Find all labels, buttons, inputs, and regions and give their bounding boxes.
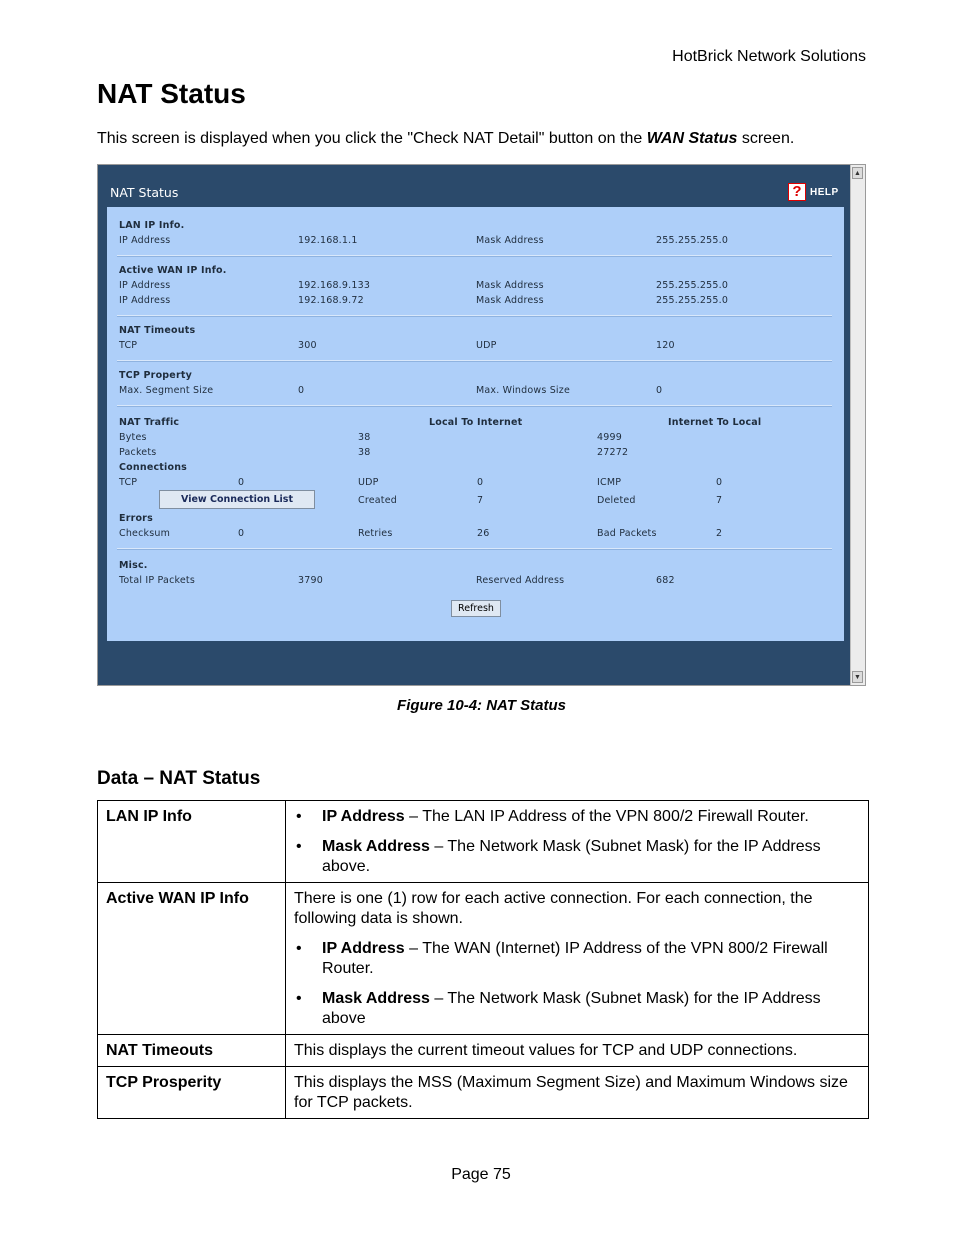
- connections-heading: Connections: [119, 462, 188, 473]
- divider: [117, 405, 832, 407]
- table-row: [98, 1067, 869, 1119]
- divider: [117, 548, 832, 550]
- wan-ip-label: IP Address: [119, 295, 171, 306]
- intro-text-after: screen.: [737, 130, 795, 147]
- divider: [117, 255, 832, 257]
- vertical-scrollbar[interactable]: [850, 165, 865, 685]
- help-button[interactable]: [788, 183, 840, 203]
- mws-label: Max. Windows Size: [476, 385, 571, 396]
- wan-mask-value: 255.255.255.0: [656, 295, 729, 306]
- timeout-tcp-value: 300: [298, 340, 317, 351]
- mss-label: Max. Segment Size: [119, 385, 214, 396]
- term: Mask Address: [322, 990, 430, 1007]
- traffic-heading: NAT Traffic: [119, 417, 180, 428]
- retries-label: Retries: [358, 528, 393, 539]
- row-label: NAT Timeouts: [98, 1035, 286, 1067]
- row-description: This displays the MSS (Maximum Segment Size) and Maximum Windows size for TCP packets.: [286, 1067, 869, 1119]
- bytes-i2l-value: 4999: [597, 432, 622, 443]
- row-description: This displays the current timeout values for TCP and UDP connections.: [286, 1035, 869, 1067]
- bad-packets-value: 2: [716, 528, 723, 539]
- divider: [117, 315, 832, 317]
- term-text: – The LAN IP Address of the VPN 800/2 Firewall Router.: [404, 808, 809, 825]
- packets-l2i-value: 38: [358, 447, 371, 458]
- retries-value: 26: [477, 528, 490, 539]
- tcp-property-heading: TCP Property: [119, 370, 192, 381]
- wan-ip-value: 192.168.9.133: [298, 280, 371, 291]
- help-icon: ?: [788, 183, 806, 201]
- intro-emphasis: WAN Status: [646, 130, 738, 147]
- conn-udp-label: UDP: [358, 477, 379, 488]
- timeout-udp-value: 120: [656, 340, 675, 351]
- reserved-address-value: 682: [656, 575, 675, 586]
- created-value: 7: [477, 495, 484, 506]
- row-label: LAN IP Info: [98, 801, 286, 883]
- bytes-l2i-value: 38: [358, 432, 371, 443]
- row-description: [286, 883, 869, 1035]
- timeouts-heading: NAT Timeouts: [119, 325, 196, 336]
- lan-mask-label: Mask Address: [476, 235, 544, 246]
- mws-value: 0: [656, 385, 663, 396]
- list-item: [294, 807, 860, 827]
- term: Mask Address: [322, 838, 430, 855]
- nat-status-screenshot: [97, 164, 866, 686]
- lan-ip-label: IP Address: [119, 235, 171, 246]
- row-desc-text: There is one (1) row for each active connection. For each connection, the following data is shown.: [294, 890, 813, 927]
- col-local-to-internet: Local To Internet: [429, 417, 523, 428]
- figure-caption: Figure 10-4: NAT Status: [397, 697, 566, 714]
- created-label: Created: [358, 495, 397, 506]
- divider: [117, 360, 832, 362]
- row-description: [286, 801, 869, 883]
- bytes-label: Bytes: [119, 432, 147, 443]
- data-table: [97, 800, 869, 1119]
- row-label: TCP Prosperity: [98, 1067, 286, 1119]
- refresh-button[interactable]: Refresh: [451, 600, 501, 617]
- table-row: [98, 1035, 869, 1067]
- page-number: Page 75: [451, 1166, 511, 1183]
- packets-i2l-value: 27272: [597, 447, 629, 458]
- lan-heading: LAN IP Info.: [119, 220, 185, 231]
- term-text: – The WAN (Internet) IP Address of the VPN 800/2 Firewall Router.: [322, 940, 828, 977]
- table-row: [98, 801, 869, 883]
- intro-paragraph: [97, 130, 794, 148]
- term: IP Address: [322, 940, 405, 957]
- bad-packets-label: Bad Packets: [597, 528, 657, 539]
- packets-label: Packets: [119, 447, 157, 458]
- company-header: HotBrick Network Solutions: [672, 48, 866, 65]
- view-connection-list-button[interactable]: View Connection List: [159, 490, 315, 509]
- conn-tcp-value: 0: [238, 477, 245, 488]
- conn-icmp-value: 0: [716, 477, 723, 488]
- checksum-label: Checksum: [119, 528, 171, 539]
- wan-mask-label: Mask Address: [476, 295, 544, 306]
- lan-mask-value: 255.255.255.0: [656, 235, 729, 246]
- table-row: [98, 883, 869, 1035]
- wan-ip-value: 192.168.9.72: [298, 295, 364, 306]
- help-label: HELP: [810, 187, 839, 198]
- deleted-value: 7: [716, 495, 723, 506]
- wan-mask-value: 255.255.255.0: [656, 280, 729, 291]
- timeout-tcp-label: TCP: [119, 340, 138, 351]
- mss-value: 0: [298, 385, 305, 396]
- deleted-label: Deleted: [597, 495, 636, 506]
- window-title: NAT Status: [110, 185, 179, 200]
- lan-ip-value: 192.168.1.1: [298, 235, 358, 246]
- scroll-up-icon[interactable]: ▲: [852, 167, 863, 179]
- conn-tcp-label: TCP: [119, 477, 138, 488]
- scroll-down-icon[interactable]: ▼: [852, 671, 863, 683]
- page-title: NAT Status: [97, 78, 246, 109]
- term-text: – The Network Mask (Subnet Mask) for the IP Address above: [322, 990, 821, 1027]
- list-item: [294, 837, 860, 877]
- misc-heading: Misc.: [119, 560, 148, 571]
- list-item: [294, 989, 860, 1029]
- reserved-address-label: Reserved Address: [476, 575, 565, 586]
- term: IP Address: [322, 808, 405, 825]
- checksum-value: 0: [238, 528, 245, 539]
- intro-text-before: This screen is displayed when you click the "Check NAT Detail" button on the: [97, 130, 647, 147]
- row-label: Active WAN IP Info: [98, 883, 286, 1035]
- errors-heading: Errors: [119, 513, 153, 524]
- total-ip-packets-label: Total IP Packets: [119, 575, 195, 586]
- term-text: – The Network Mask (Subnet Mask) for the IP Address above.: [322, 838, 821, 875]
- total-ip-packets-value: 3790: [298, 575, 323, 586]
- status-panel: [107, 207, 844, 641]
- conn-udp-value: 0: [477, 477, 484, 488]
- list-item: [294, 939, 860, 979]
- col-internet-to-local: Internet To Local: [668, 417, 762, 428]
- conn-icmp-label: ICMP: [597, 477, 622, 488]
- section-title: Data – NAT Status: [97, 768, 261, 789]
- wan-ip-label: IP Address: [119, 280, 171, 291]
- wan-heading: Active WAN IP Info.: [119, 265, 227, 276]
- timeout-udp-label: UDP: [476, 340, 497, 351]
- wan-mask-label: Mask Address: [476, 280, 544, 291]
